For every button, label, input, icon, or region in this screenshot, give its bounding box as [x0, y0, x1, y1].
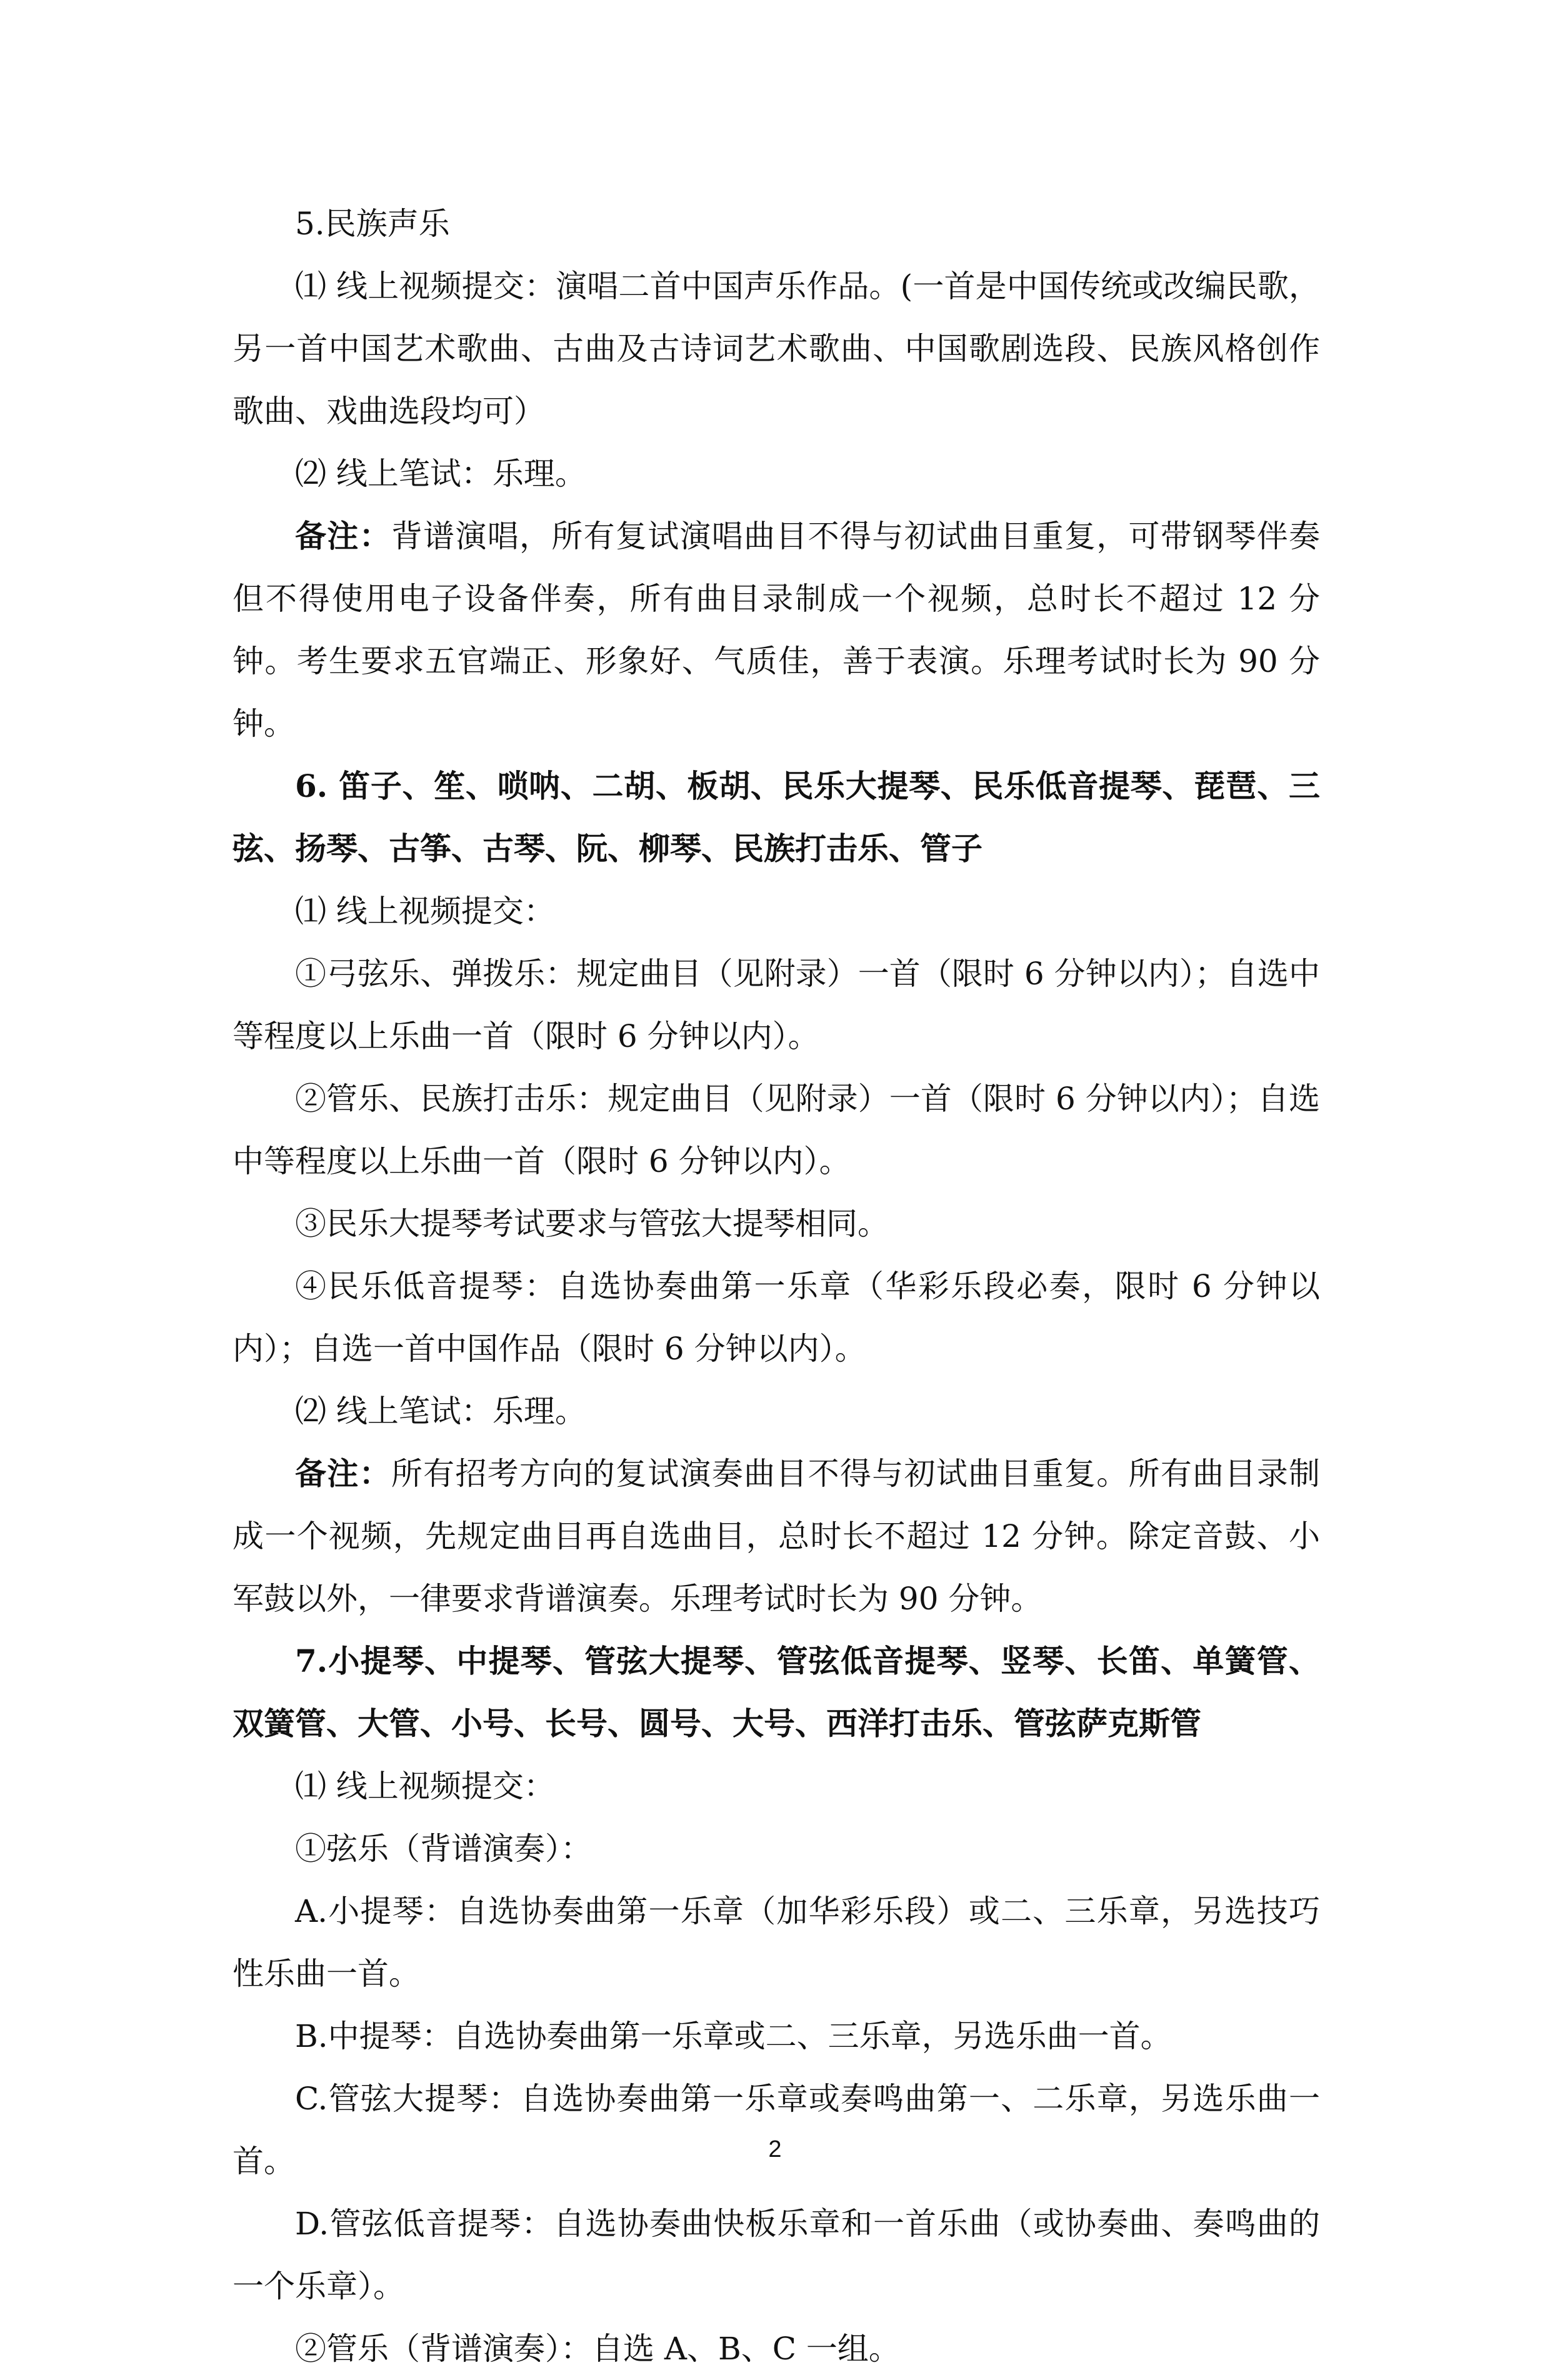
section-6-note	[232, 1442, 1320, 1630]
section-7-item-1: ⑴ 线上视频提交：	[295, 1768, 555, 1804]
note-label: 备注：	[295, 1455, 391, 1492]
section-5-note	[232, 505, 1320, 755]
section-5-title: 5.民族声乐	[295, 206, 450, 242]
section-7-item-d: D.管弦低音提琴：自选协奏曲快板乐章和一首乐曲（或协奏曲、奏鸣曲的一个乐章）。	[232, 2206, 1320, 2304]
page-number: 2	[768, 2136, 782, 2162]
page-content	[232, 192, 1320, 2380]
section-7-item-a: A.小提琴：自选协奏曲第一乐章（加华彩乐段）或二、三乐章，另选技巧性乐曲一首。	[232, 1893, 1320, 1992]
section-6-sub-4: ④民乐低音提琴：自选协奏曲第一乐章（华彩乐段必奏，限时 6 分钟以内）；自选一首中国作品（限时 6 分钟以内）。	[232, 1268, 1320, 1367]
section-6-sub-3: ③民乐大提琴考试要求与管弦大提琴相同。	[295, 1206, 889, 1242]
note-text: 背谱演唱，所有复试演唱曲目不得与初试曲目重复，可带钢琴伴奏但不得使用电子设备伴奏，所有曲目录制成一个视频，总时长不超过 12 分钟。考生要求五官端正、形象好、气质佳，善于表演。乐理考试时长为 90 分钟。	[232, 518, 1321, 742]
section-5-item-1: ⑴ 线上视频提交：演唱二首中国声乐作品。(一首是中国传统或改编民歌，另一首中国艺术歌曲、古曲及古诗词艺术歌曲、中国歌剧选段、民族风格创作歌曲、戏曲选段均可）	[232, 268, 1320, 429]
section-6-sub-2: ②管乐、民族打击乐：规定曲目（见附录）一首（限时 6 分钟以内）；自选中等程度以上乐曲一首（限时 6 分钟以内）。	[232, 1081, 1320, 1179]
section-6-item-1: ⑴ 线上视频提交：	[295, 893, 555, 929]
section-7-item-b: B.中提琴：自选协奏曲第一乐章或二、三乐章，另选乐曲一首。	[295, 2018, 1172, 2054]
section-7-sub-1: ①弦乐（背谱演奏）：	[295, 1831, 592, 1867]
section-5-item-2: ⑵ 线上笔试：乐理。	[295, 456, 586, 492]
section-7-title: 7.小提琴、中提琴、管弦大提琴、管弦低音提琴、竖琴、长笛、单簧管、双簧管、大管、小号、长号、圆号、大号、西洋打击乐、管弦萨克斯管	[232, 1642, 1320, 1742]
note-label: 备注：	[295, 518, 391, 554]
section-7-sub-2: ②管乐（背谱演奏）：自选 A、B、C 一组。	[295, 2331, 900, 2367]
note-text: 所有招考方向的复试演奏曲目不得与初试曲目重复。所有曲目录制成一个视频，先规定曲目再自选曲目，总时长不超过 12 分钟。除定音鼓、小军鼓以外，一律要求背谱演奏。乐理考试时长为 90 分钟。	[232, 1456, 1321, 1617]
section-6-sub-1: ①弓弦乐、弹拨乐：规定曲目（见附录）一首（限时 6 分钟以内）；自选中等程度以上乐曲一首（限时 6 分钟以内）。	[232, 956, 1320, 1054]
section-7-item-c: C.管弦大提琴：自选协奏曲第一乐章或奏鸣曲第一、二乐章，另选乐曲一首。	[232, 2081, 1320, 2179]
section-6-title: 6. 笛子、笙、唢呐、二胡、板胡、民乐大提琴、民乐低音提琴、琵琶、三弦、扬琴、古筝、古琴、阮、柳琴、民族打击乐、管子	[232, 768, 1320, 867]
section-6-item-2: ⑵ 线上笔试：乐理。	[295, 1393, 586, 1429]
